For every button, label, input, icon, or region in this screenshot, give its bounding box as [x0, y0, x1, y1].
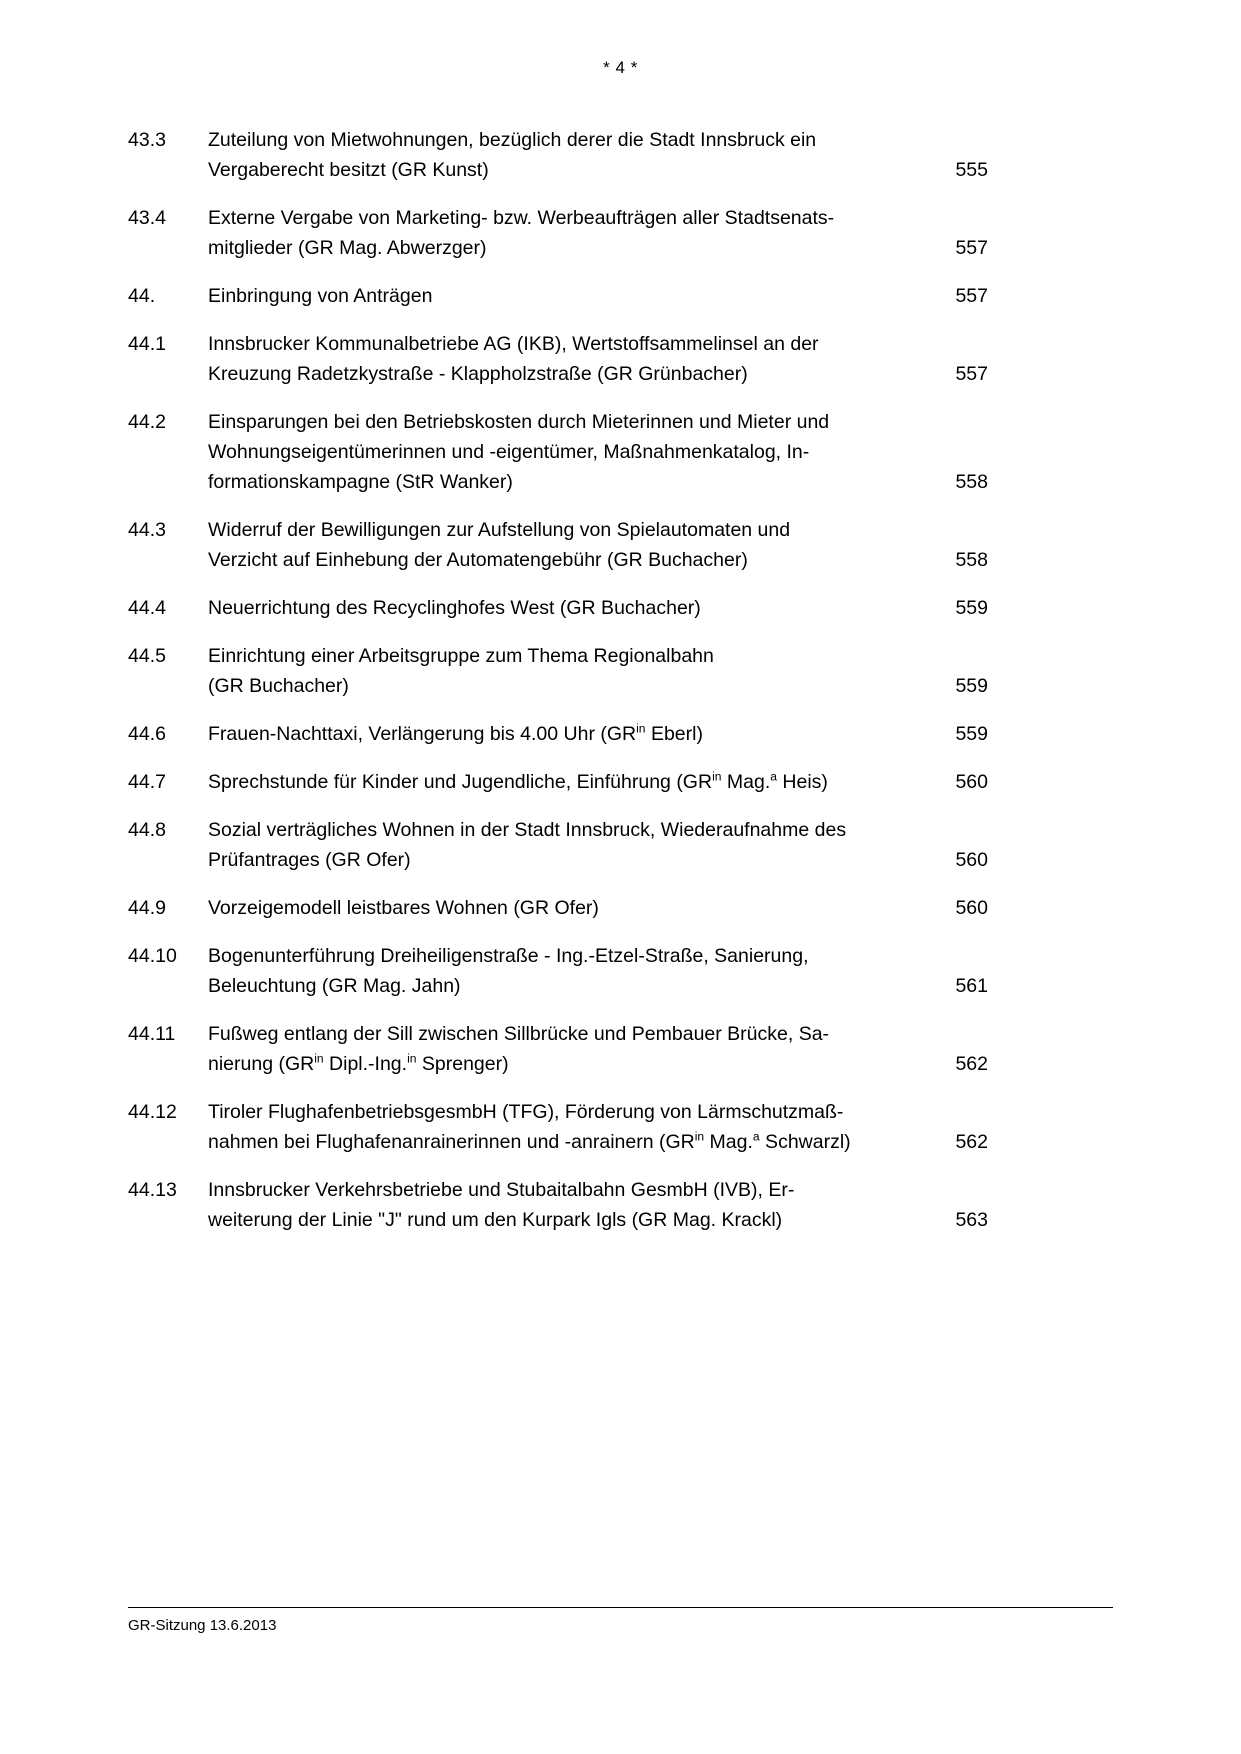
toc-entry-number: 44.7: [128, 771, 166, 793]
toc-entry[interactable]: [128, 767, 988, 797]
toc-entry-title: Neuerrichtung des Recyclinghofes West (GR Buchacher): [208, 597, 701, 619]
toc-entry-page-number: 557: [955, 285, 988, 307]
toc-entry-title: Zuteilung von Mietwohnungen, bezüglich derer die Stadt Innsbruck ein Vergaberecht besitzt (GR Kunst): [208, 129, 817, 181]
page-footer: [128, 1607, 1113, 1636]
toc-entry-title: Frauen-Nachttaxi, Verlängerung bis 4.00 Uhr ($GR^{in}$ Eberl): [208, 721, 703, 745]
toc-entry-title: Einrichtung einer Arbeitsgruppe zum Thema Regionalbahn (GR Buchacher): [208, 645, 714, 697]
toc-entry-page-number: 560: [955, 897, 988, 919]
page-number-marker: * 4 *: [603, 58, 638, 77]
toc-entry-title: Fußweg entlang der Sill zwischen Sillbrücke und Pembauer Brücke, Sa- nierung ($GR^{in}$ Dipl.-Ing.$^{in}$ Sprenger): [208, 1023, 830, 1075]
toc-entry[interactable]: [128, 1097, 988, 1157]
toc-entry[interactable]: [128, 893, 988, 923]
toc-entry-page-number: 559: [955, 723, 988, 745]
toc-entry-number: 44.12: [128, 1101, 177, 1123]
toc-entry-number: 43.3: [128, 129, 166, 151]
toc-entry[interactable]: [128, 1019, 988, 1079]
toc-entry[interactable]: [128, 125, 988, 185]
toc-entry-number: 44.5: [128, 645, 166, 667]
toc-entry-number: 44.6: [128, 723, 166, 745]
toc-entry[interactable]: [128, 641, 988, 701]
toc-entry[interactable]: [128, 329, 988, 389]
toc-entry-title: Innsbrucker Verkehrsbetriebe und Stubaitalbahn GesmbH (IVB), Er- weiterung der Linie "J" rund um den Kurpark Igls (GR Mag. Krackl): [208, 1179, 795, 1231]
toc-entry-number: 44.13: [128, 1179, 177, 1201]
toc-entry-title: Sozial verträgliches Wohnen in der Stadt Innsbruck, Wiederaufnahme des Prüfantrages (GR Ofer): [208, 819, 847, 871]
toc-entry-number: 44.4: [128, 597, 166, 619]
toc-entry-page-number: 562: [955, 1053, 988, 1075]
footer-divider: [128, 1607, 1113, 1608]
toc-entry-page-number: 562: [955, 1131, 988, 1153]
toc-entry-number: 44.2: [128, 411, 166, 433]
toc-entry-title: Vorzeigemodell leistbares Wohnen (GR Ofer): [208, 897, 599, 919]
toc-entry-page-number: 555: [955, 159, 988, 181]
toc-entry-title: Widerruf der Bewilligungen zur Aufstellung von Spielautomaten und Verzicht auf Einhebung der Automatengebühr (GR Buchacher): [208, 519, 791, 571]
toc-entry-page-number: 559: [955, 675, 988, 697]
toc-entry-number: 44.10: [128, 945, 177, 967]
toc-entry-page-number: 560: [955, 771, 988, 793]
toc-entry-page-number: 559: [955, 597, 988, 619]
toc-entry-title: Externe Vergabe von Marketing- bzw. Werbeaufträgen aller Stadtsenats- mitglieder (GR Mag. Abwerzger): [208, 207, 835, 259]
toc-entry[interactable]: [128, 719, 988, 749]
toc-entry-number: 44.8: [128, 819, 166, 841]
toc-entry[interactable]: [128, 815, 988, 875]
toc-entry-number: 43.4: [128, 207, 166, 229]
table-of-contents: [128, 125, 988, 1253]
toc-entry-number: 44.9: [128, 897, 166, 919]
toc-entry-page-number: 560: [955, 849, 988, 871]
toc-entry-page-number: 558: [955, 471, 988, 493]
toc-entry[interactable]: [128, 941, 988, 1001]
toc-entry[interactable]: [128, 593, 988, 623]
toc-entry-number: 44.: [128, 285, 156, 307]
toc-entry-page-number: 558: [955, 549, 988, 571]
toc-entry-title: Einbringung von Anträgen: [208, 285, 433, 307]
toc-entry-title: Tiroler FlughafenbetriebsgesmbH (TFG), Förderung von Lärmschutzmaß- nahmen bei Flughafenanrainerinnen und -anrainern ($GR^{in}$ Mag.$^a$ Schwarzl): [208, 1101, 851, 1153]
toc-entry[interactable]: [128, 407, 988, 497]
toc-entry[interactable]: [128, 203, 988, 263]
toc-entry-title: Bogenunterführung Dreiheiligenstraße - Ing.-Etzel-Straße, Sanierung, Beleuchtung (GR Mag. Jahn): [208, 945, 809, 997]
toc-entry-page-number: 561: [955, 975, 988, 997]
toc-entry-title: Einsparungen bei den Betriebskosten durch Mieterinnen und Mieter und Wohnungseigentümerinnen und -eigentümer, Maßnahmenkatalog, In- formationskampagne (StR Wanker): [208, 411, 830, 493]
toc-entry-number: 44.3: [128, 519, 166, 541]
toc-entry[interactable]: [128, 1175, 988, 1235]
toc-entry[interactable]: [128, 515, 988, 575]
toc-entry-page-number: 557: [955, 363, 988, 385]
toc-entry-page-number: 557: [955, 237, 988, 259]
toc-entry-page-number: 563: [955, 1209, 988, 1231]
toc-entry-number: 44.1: [128, 333, 166, 355]
toc-entry-title: Sprechstunde für Kinder und Jugendliche, Einführung ($GR^{in}$ Mag.$^a$ Heis): [208, 769, 828, 793]
toc-entry-number: 44.11: [128, 1023, 176, 1045]
toc-entry[interactable]: [128, 281, 988, 311]
toc-entry-title: Innsbrucker Kommunalbetriebe AG (IKB), Wertstoffsammelinsel an der Kreuzung Radetzkystraße - Klappholzstraße (GR Grünbacher): [208, 333, 819, 385]
footer-text: GR-Sitzung 13.6.2013: [128, 1617, 277, 1634]
